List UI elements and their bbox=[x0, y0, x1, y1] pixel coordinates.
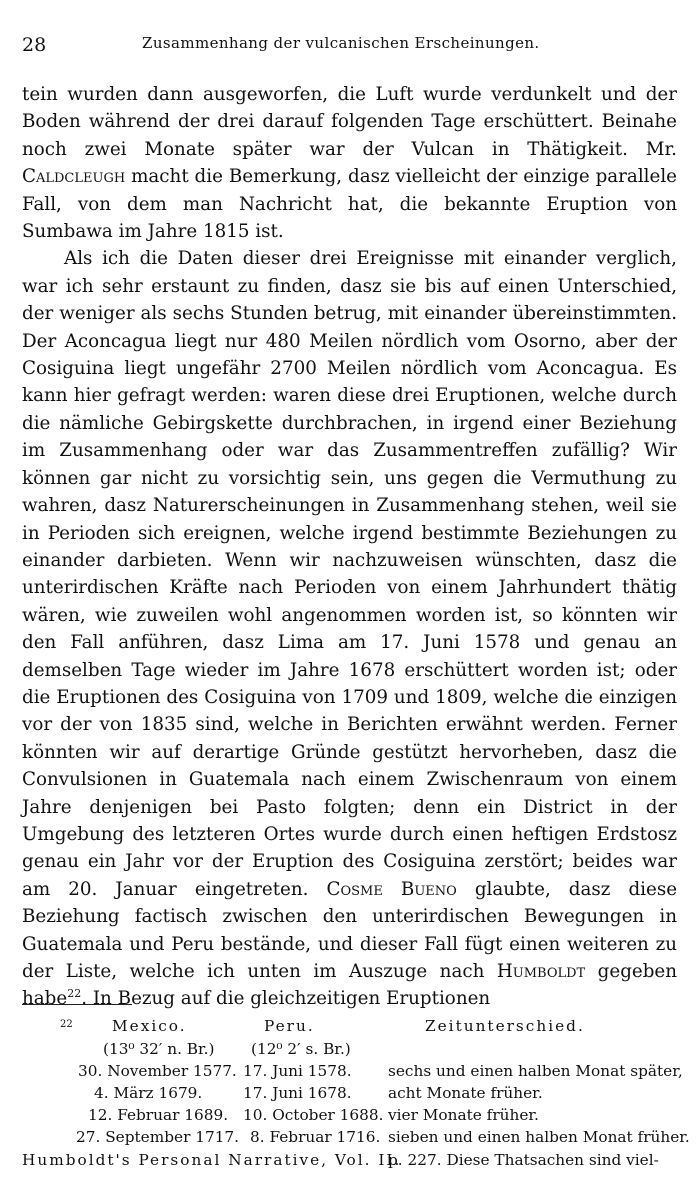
footnote-row-peru: 17. Juni 1678. bbox=[243, 1084, 352, 1102]
footnote-row-diff: vier Monate früher. bbox=[388, 1106, 539, 1124]
author-name-cosme-bueno: Cosme Bueno bbox=[326, 878, 457, 900]
footnote-row-diff: sieben und einen halben Monat früher. bbox=[388, 1128, 690, 1146]
footnote-row-peru: 8. Februar 1716. bbox=[250, 1128, 381, 1146]
footnote-subheader-mexico: (13⁰ 32′ n. Br.) bbox=[103, 1040, 215, 1058]
footnote-row-mexico: 4. März 1679. bbox=[94, 1084, 203, 1102]
footnote-header-mexico: Mexico. bbox=[112, 1017, 187, 1035]
footnote-subheader-peru: (12⁰ 2′ s. Br.) bbox=[251, 1040, 351, 1058]
footnote-row-peru: 17. Juni 1578. bbox=[243, 1062, 352, 1080]
paragraph-2-text-c: gegeben habe bbox=[22, 961, 678, 1010]
paragraph-1 bbox=[22, 81, 677, 245]
footnote-header-peru: Peru. bbox=[264, 1017, 315, 1035]
footnote-row-mexico: 12. Februar 1689. bbox=[88, 1106, 229, 1124]
footnote-marker: 22 bbox=[60, 1019, 73, 1030]
footnote-header-zeitunterschied: Zeitunterschied. bbox=[425, 1017, 585, 1035]
footnote-reference: 22 bbox=[67, 987, 82, 1001]
paragraph-2 bbox=[22, 245, 677, 1012]
body-text bbox=[22, 81, 677, 1013]
footnote-row-mexico: 30. November 1577. bbox=[78, 1062, 237, 1080]
paragraph-2-text-d: . In Bezug auf die gleichzeitigen Eruptionen bbox=[81, 988, 491, 1010]
page-number: 28 bbox=[22, 34, 47, 56]
footnote-source-right: p. 227. Diese Thatsachen sind viel- bbox=[388, 1151, 659, 1169]
footnote-row-diff: sechs und einen halben Monat später, bbox=[388, 1062, 683, 1080]
author-name-humboldt: Humboldt bbox=[496, 961, 586, 982]
paragraph-2-text-b: glaubte, dasz diese Beziehung factisch zwischen den unterirdischen Bewegungen in Guatemala und Peru bestände, und dieser Fall fügt einen weiteren zu der Liste, welche ich unten im Auszuge nach bbox=[22, 878, 678, 982]
paragraph-2-text-a: Als ich die Daten dieser drei Ereignisse mit einander verglich, war ich sehr erstaunt zu finden, dasz sie bis auf einen Unterschied, der weniger als sechs Stunden betrug, mit einander übereinstimmten. Der Aconcagua liegt nur 480 Meilen nördlich vom Osorno, aber der Cosiguina liegt ungefähr 2700 Meilen nördlich vom Aconcagua. Es kann hier gefragt werden: waren diese drei Eruptionen, welche durch die nämliche Gebirgskette durchbrachen, in irgend einer Beziehung im Zusammenhang oder war das Zusammentreffen zufällig? Wir können gar nicht zu vorsichtig sein, uns gegen die Vermuthung zu wahren, dasz Naturerscheinungen in Zusammenhang stehen, weil sie in Perioden sich ereignen, welche irgend bestimmte Beziehungen zu einander darbieten. Wenn wir nachzuweisen wünschten, dasz die unterirdischen Kräfte nach Perioden von einem Jahrhundert thätig wären, wie zuweilen wohl angenommen worden ist, so könnten wir den Fall anführen, dasz Lima am 17. Juni 1578 und genau an demselben Tage wieder im Jahre 1678 erschüttert worden ist; oder die Eruptionen des Cosiguina von 1709 und 1809, welche die einzigen vor der von 1835 sind, welche in Berichten erwähnt werden. Ferner könnten wir auf derartige Gründe gestützt hervorheben, dasz die Convulsionen in Guatemala nach einem Zwischenraum von einem Jahre denjenigen bei Pasto folgten; denn ein District in der Umgebung des letzteren Ortes wurde durch einen heftigen Erdstosz genau ein Jahr vor der Eruption des Cosiguina zerstört; beides war am 20. Januar eingetreten. bbox=[22, 248, 677, 900]
paragraph-1-text-b: macht die Bemerkung, dasz vielleicht der einzige parallele Fall, von dem man Nachricht hat, die bekannte Eruption von Sumbawa im Jahre 1815 ist. bbox=[22, 166, 677, 243]
author-name-caldcleugh: Caldcleugh bbox=[22, 166, 126, 188]
footnote-source-left: Humboldt's Personal Narrative, Vol. II. bbox=[22, 1151, 402, 1169]
paragraph-1-text: tein wurden dann ausgeworfen, die Luft wurde verdunkelt und der Boden während der drei darauf folgenden Tage erschüttert. Beinahe noch zwei Monate später war der Vulcan in Thätigkeit. Mr. bbox=[22, 84, 677, 160]
footnote-rule bbox=[22, 1004, 132, 1005]
footnote-row-peru: 10. October 1688. bbox=[243, 1106, 384, 1124]
footnote-row-mexico: 27. September 1717. bbox=[76, 1128, 240, 1146]
running-head: Zusammenhang der vulcanischen Erscheinungen. bbox=[142, 34, 540, 52]
footnote-row-diff: acht Monate früher. bbox=[388, 1084, 543, 1102]
